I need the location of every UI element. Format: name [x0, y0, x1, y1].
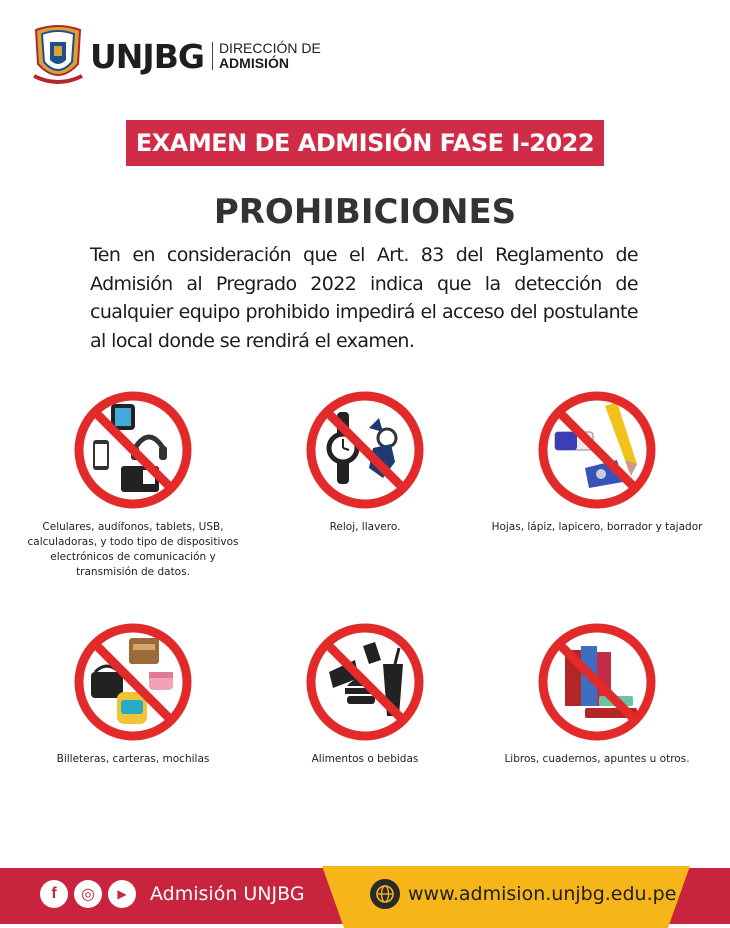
- university-seal-icon: [30, 24, 86, 88]
- facebook-icon[interactable]: f: [40, 880, 68, 908]
- instagram-icon[interactable]: ◎: [74, 880, 102, 908]
- books-prohibited-icon: [535, 620, 659, 744]
- website-link[interactable]: [370, 879, 676, 909]
- food-drink-prohibited-icon: [303, 620, 427, 744]
- bags-prohibited-icon: [71, 620, 195, 744]
- stationery-prohibited-icon: [535, 388, 659, 512]
- brand-divider: [212, 42, 213, 70]
- brand-name: UNJBG: [90, 36, 204, 76]
- prohibited-item-stationery: [482, 388, 712, 535]
- caption-stationery: Hojas, lápiz, lapicero, borrador y tajador: [491, 521, 703, 533]
- caption-electronics: Celulares, audífonos, tablets, USB, calculadoras, y todo tipo de dispositivos electrónicos de comunicación y transmisión de datos.: [27, 521, 239, 578]
- brand-subtitle: [219, 41, 321, 71]
- social-handle[interactable]: Admisión UNJBG: [150, 883, 305, 905]
- brand-subtitle-line2: ADMISIÓN: [218, 55, 289, 71]
- page-title: PROHIBICIONES: [213, 192, 517, 232]
- caption-food-drink: Alimentos o bebidas: [311, 753, 419, 765]
- caption-watch-keychain: Reloj, llavero.: [329, 521, 401, 533]
- exam-banner: EXAMEN DE ADMISIÓN FASE I-2022: [126, 120, 604, 166]
- brand-subtitle-line1: DIRECCIÓN DE: [218, 40, 321, 56]
- intro-paragraph: Ten en consideración que el Art. 83 del Reglamento de Admisión al Pregrado 2022 indica que la detección de cualquier equipo prohibido impedirá el acceso del postulante al local donde se rendirá el examen.: [90, 244, 638, 352]
- prohibited-item-watch-keychain: [250, 388, 480, 535]
- social-links: [40, 880, 305, 908]
- prohibited-item-food-drink: [250, 620, 480, 767]
- prohibited-item-bags: [18, 620, 248, 767]
- electronics-prohibited-icon: [71, 388, 195, 512]
- caption-books: Libros, cuadernos, apuntes u otros.: [504, 753, 690, 765]
- website-url[interactable]: www.admision.unjbg.edu.pe: [408, 883, 677, 905]
- youtube-icon[interactable]: ▶: [108, 880, 136, 908]
- globe-icon: [370, 879, 400, 909]
- unjbg-logo: [30, 24, 321, 88]
- watch-keychain-prohibited-icon: [303, 388, 427, 512]
- caption-bags: Billeteras, carteras, mochilas: [56, 753, 210, 765]
- prohibited-item-electronics: [18, 388, 248, 580]
- prohibited-item-books: [482, 620, 712, 767]
